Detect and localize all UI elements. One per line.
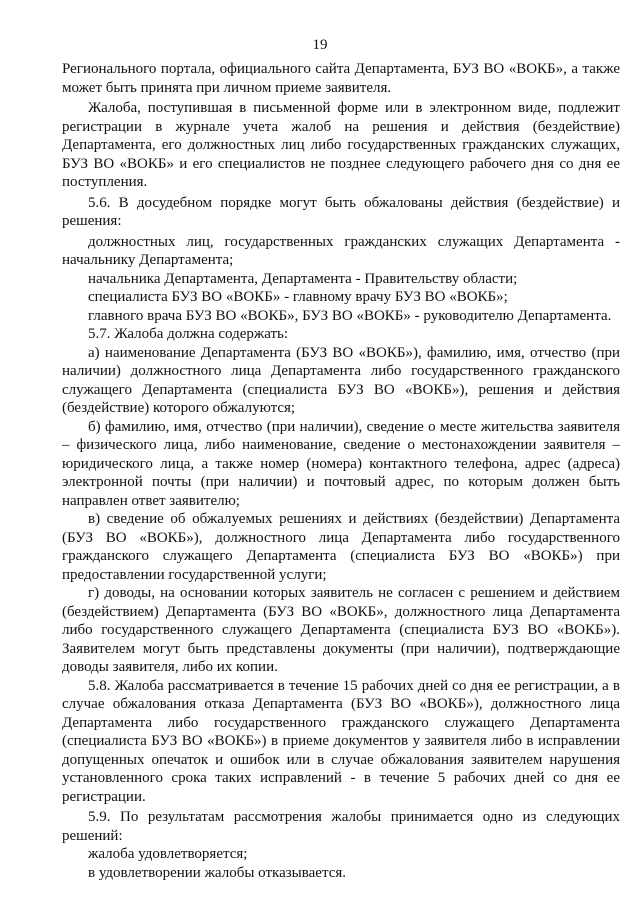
paragraph-complaint-registration: Жалоба, поступившая в письменной форме или в электронном виде, подлежит регистрации в журнале учета жалоб на решения и действия (бездействие) Департамента, его должностных лиц либо государственных гражданских служащих, БУЗ ВО «ВОКБ» и его специалистов не позднее следующего рабочего дня со дня ее поступления. [62,100,620,190]
paragraph-portal-continuation: Регионального портала, официального сайта Департамента, БУЗ ВО «ВОКБ», а также может быть принята при личном приеме заявителя. [62,61,620,96]
decision-option-satisfied: жалоба удовлетворяется; [88,846,248,862]
paragraph-5-7: 5.7. Жалоба должна содержать: [88,326,289,342]
list-item-chief-physician: главного врача БУЗ ВО «ВОКБ», БУЗ ВО «ВОКБ» - руководителю Департамента. [88,307,612,324]
list-item-head-of-department: начальника Департамента, Департамента - Правительству области; [88,270,518,287]
paragraph-5-8: 5.8. Жалоба рассматривается в течение 15 рабочих дней со дня ее регистрации, а в случае обжалования отказа Департамента (БУЗ ВО «ВОКБ»), должностного лица Департамента либо государственного гражданского служащего Департамента (специалиста БУЗ ВО «ВОКБ») в приеме документов у заявителя либо в исправлении допущенных опечаток и ошибок или в случае обжалования заявителем нарушения установленного срока таких исправлений - в течение 5 рабочих дней со дня ее регистрации. [62,677,620,805]
list-item-officials: должностных лиц, государственных гражданских служащих Департамента - начальнику Департамента; [62,233,620,268]
document-body [62,60,620,882]
page-number: 19 [312,37,328,53]
list-item-g: г) доводы, на основании которых заявитель не согласен с решением и действием (бездействием) Департамента (БУЗ ВО «ВОКБ», должностного лица Департамента либо государственного служащего Департамента (специалиста БУЗ ВО «ВОКБ»). Заявителем могут быть представлены документы (при наличии), подтверждающие доводы заявителя, либо их копии. [62,585,620,675]
list-item-b: б) фамилию, имя, отчество (при наличии), сведение о месте жительства заявителя – физического лица, либо наименование, сведение о местонахождении заявителя – юридического лица, а также номер (номера) контактного телефона, адрес (адреса) электронной почты (при наличии) и почтовый адрес, по которым должен быть направлен ответ заявителю; [62,418,620,509]
paragraph-5-6: 5.6. В досудебном порядке могут быть обжалованы действия (бездействие) и решения: [62,194,620,229]
list-item-v: в) сведение об обжалуемых решениях и действиях (бездействии) Департамента (БУЗ ВО «ВОКБ»), должностного лица Департамента либо государственного гражданского служащего Департамента (специалиста БУЗ ВО «ВОКБ») при предоставлении государственной услуги; [62,511,620,583]
list-item-specialist: специалиста БУЗ ВО «ВОКБ» - главному врачу БУЗ ВО «ВОКБ»; [88,289,508,305]
list-item-a: а) наименование Департамента (БУЗ ВО «ВОКБ»), фамилию, имя, отчество (при наличии) должностного лица Департамента либо государственного гражданского служащего Департамента (специалиста БУЗ ВО «ВОКБ»), решения и действия (бездействие) которого обжалуются; [62,344,620,416]
paragraph-5-9: 5.9. По результатам рассмотрения жалобы принимается одно из следующих решений: [62,809,620,844]
decision-option-refused: в удовлетворении жалобы отказывается. [88,864,346,881]
